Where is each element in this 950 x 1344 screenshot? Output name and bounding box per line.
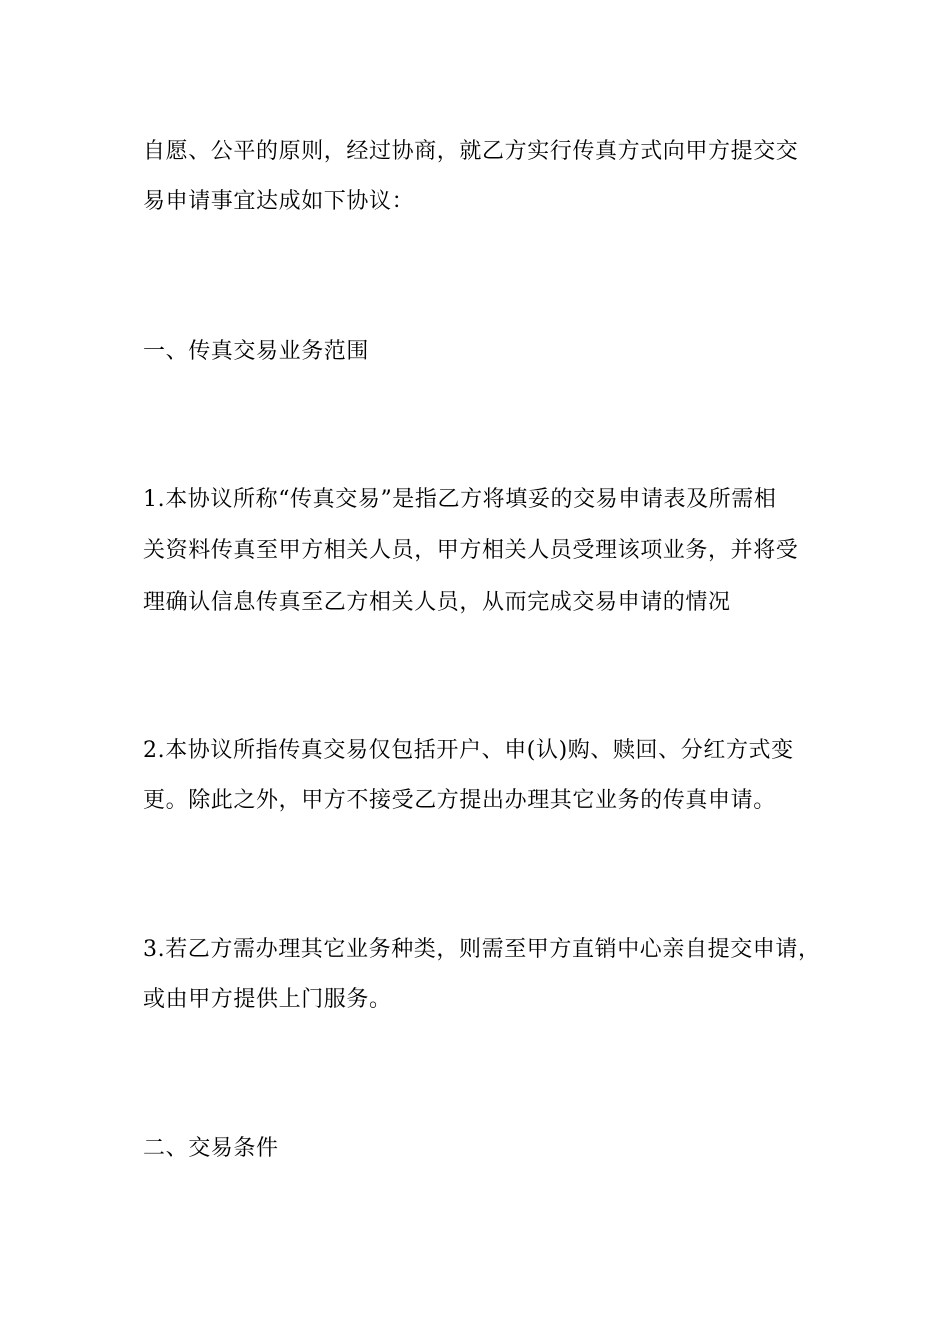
item-2-line-2: 更。除此之外，甲方不接受乙方提出办理其它业务的传真申请。 (143, 788, 776, 813)
item-2-line-1: 2.本协议所指传真交易仅包括开户、申(认)购、赎回、分红方式变 (143, 738, 794, 763)
intro-line-1: 自愿、公平的原则，经过协商，就乙方实行传真方式向甲方提交交 (143, 139, 799, 164)
intro-line-2: 易申请事宜达成如下协议： (143, 189, 415, 214)
item-3-line-1: 3.若乙方需办理其它业务种类，则需至甲方直销中心亲自提交申请， (143, 937, 821, 962)
item-1-line-2: 关资料传真至甲方相关人员，甲方相关人员受理该项业务，并将受 (143, 538, 799, 563)
section-1-heading: 一、传真交易业务范围 (143, 339, 370, 364)
item-1-line-3: 理确认信息传真至乙方相关人员，从而完成交易申请的情况 (143, 590, 731, 615)
item-3-line-2: 或由甲方提供上门服务。 (143, 987, 392, 1012)
item-1-line-1: 1.本协议所称“传真交易”是指乙方将填妥的交易申请表及所需相 (143, 487, 777, 512)
section-2-heading: 二、交易条件 (143, 1136, 279, 1161)
